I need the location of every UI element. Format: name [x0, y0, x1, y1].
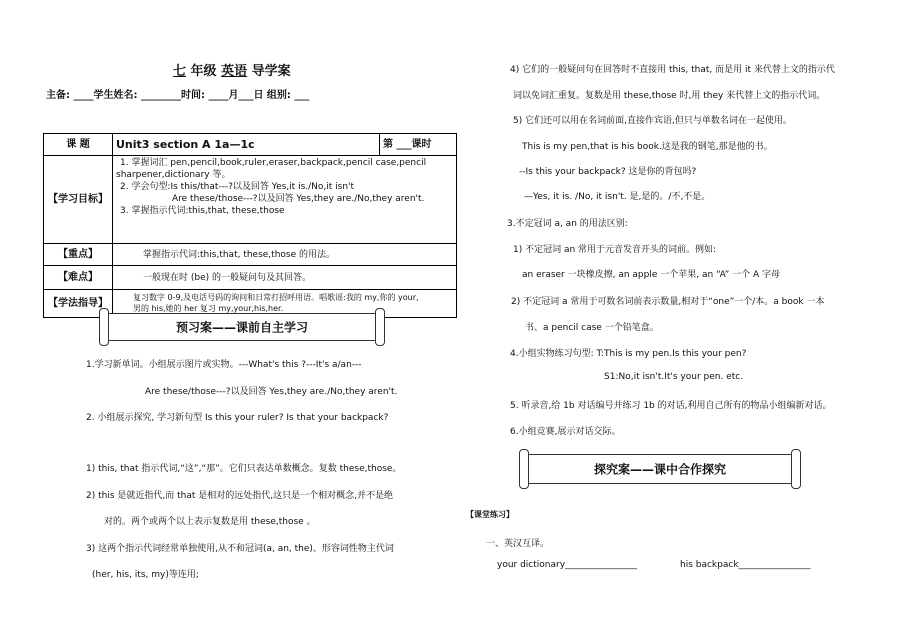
method-line: 复习数字 0-9,及电话号码的询问和日常打招呼用语。唱歌谣:我的 my,你的 your,	[133, 293, 419, 302]
left-line-7: 3) 这两个指示代词经常单独使用,从不和冠词(a, an, the)、形容词性物主代词	[86, 544, 394, 554]
explore-banner-text: 探究案——课中合作探究	[593, 462, 726, 477]
method-label: 【学法指导】	[44, 290, 113, 318]
topic-value: Unit3 section A 1a—1c	[113, 134, 380, 156]
practice-heading: 【课堂练习】	[466, 510, 514, 519]
topic-label: 课 题	[44, 134, 113, 156]
goal-line: 1. 掌握词汇 pen,pencil,book,ruler,eraser,backpack,pencil case,pencil	[120, 158, 427, 168]
goal-line: 2. 学会句型:Is this/that---?以及回答 Yes,it is./No,it isn't	[120, 182, 355, 192]
grade-suffix: 年级	[190, 64, 217, 79]
left-line-4: 1) this, that 指示代词,“这”,“那”。它们只表达单数概念。复数 these,those。	[86, 464, 402, 474]
right-line-2: 词以免词汇重复。复数是用 these,those 时,用 they 来代替上文的指示代词。	[513, 91, 826, 101]
left-line-5: 2) this 是就近指代,而 that 是相对的远处指代,这只是一个相对概念,并不是绝	[86, 491, 393, 501]
goal-line: sharpener,dictionary 等。	[116, 170, 231, 180]
right-line-9: an eraser 一块橡皮擦, an apple 一个苹果, an “A” 一个 A 字母	[522, 270, 781, 280]
left-line-6: 对的。两个或两个以上表示复数是用 these,those 。	[104, 517, 316, 527]
preview-banner	[104, 313, 380, 341]
practice-item-1: your dictionary________________	[497, 560, 638, 570]
left-line-2: Are these/those---?以及回答 Yes,they are./No,they aren't.	[145, 387, 398, 397]
practice-item-2: his backpack________________	[680, 560, 811, 570]
right-line-12: 4.小组实物练习句型: T:This is my pen.Is this your pen?	[510, 349, 747, 359]
left-line-1: 1.学习新单词。小组展示图片或实物。---What's this ?---It's a/an---	[86, 360, 362, 370]
right-line-15: 6.小组竞赛,展示对话交际。	[510, 427, 621, 437]
goal-line: Are these/those---?以及回答 Yes,they are./No,they aren't.	[172, 194, 425, 204]
practice-sub: 一、英汉互译。	[486, 539, 550, 549]
key-label: 【重点】	[44, 244, 113, 266]
method-line: 男的 his,她的 her 复习 my,your,his,her.	[133, 304, 284, 313]
right-line-5: --Is this your backpack? 这是你的背包吗?	[519, 167, 697, 177]
right-line-14: 5. 听录音,给 1b 对话编号并练习 1b 的对话,利用自己所有的物品小组编新对话。	[510, 401, 832, 411]
preview-banner-text: 预习案——课前自主学习	[175, 320, 308, 335]
doc-type: 导学案	[251, 64, 291, 79]
difficulty-label: 【难点】	[44, 266, 113, 290]
left-line-8: (her, his, its, my)等连用;	[92, 570, 199, 580]
right-line-13: S1:No,it isn't.It's your pen. etc.	[604, 372, 744, 382]
period: 第 ___课时	[380, 134, 457, 156]
meta-line: 主备: ____学生姓名: ________时间: ____月___日 组别: ___	[46, 90, 310, 101]
right-line-7: 3.不定冠词 a, an 的用法区别:	[507, 219, 628, 229]
grade: 七	[173, 64, 187, 79]
left-line-3: 2. 小组展示探究, 学习新句型 Is this your ruler? Is that your backpack?	[86, 413, 389, 423]
goals-cell	[113, 156, 457, 244]
right-line-6: —Yes, it is. /No, it isn't. 是,是的。/不,不是。	[524, 192, 711, 202]
right-line-10: 2) 不定冠词 a 常用于可数名词前表示数量,相对于“one”一个/本。a book 一本	[511, 297, 825, 307]
right-line-3: 5) 它们还可以用在名词前面,直接作宾语,但只与单数名词在一起使用。	[513, 116, 792, 126]
subject: 英语	[221, 64, 248, 79]
info-table	[43, 133, 457, 318]
right-line-11: 书、a pencil case 一个铅笔盒。	[525, 323, 659, 333]
key-value: 掌握指示代词:this,that, these,those 的用法。	[113, 244, 457, 266]
goals-label: 【学习目标】	[44, 156, 113, 244]
explore-banner	[524, 454, 796, 484]
difficulty-value: 一般现在时 (be) 的一般疑问句及其回答。	[113, 266, 457, 290]
right-line-4: This is my pen,that is his book.这是我的钢笔,那是他的书。	[522, 142, 773, 152]
goal-line: 3. 掌握指示代词:this,that, these,those	[120, 206, 285, 216]
right-line-1: 4) 它们的一般疑问句在回答时不直接用 this, that, 而是用 it 来代替上文的指示代	[510, 65, 835, 75]
doc-title	[173, 60, 291, 79]
right-line-8: 1) 不定冠词 an 常用于元音发音开头的词前。例如:	[513, 245, 717, 255]
